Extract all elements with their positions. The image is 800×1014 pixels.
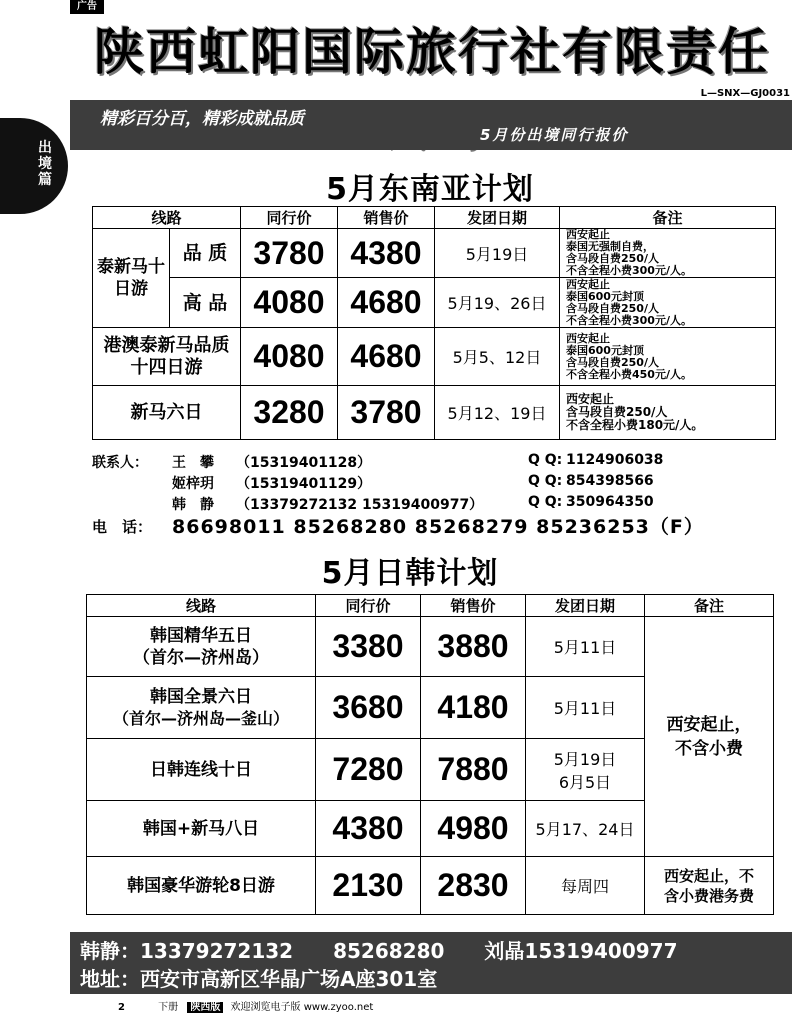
note-cell [645, 857, 774, 915]
note-line: 泰国600元封顶 [566, 343, 644, 357]
note-line: 西安起止 [566, 392, 615, 406]
sale-price: 4380 [338, 229, 435, 278]
departure-date: 5月17、24日 [526, 801, 645, 857]
note-cell [560, 328, 776, 386]
contact-name: 姬梓玥 [172, 476, 214, 492]
route-cell [93, 229, 170, 328]
route-label: 港澳泰新马品质十四日游 [103, 334, 230, 378]
note-line: 西安起止，不 [663, 866, 754, 885]
departure-date: 5月11日 [526, 617, 645, 677]
route-cell: 韩国豪华游轮8日游 [87, 857, 316, 915]
sale-price: 7880 [421, 739, 526, 801]
route-cell: 新马六日 [93, 386, 241, 440]
slogan: 精彩百分百，精彩成就品质 [100, 109, 304, 129]
subroute-cell: 品 质 [170, 229, 241, 278]
ad-tag: 广告 [70, 0, 104, 14]
jk-header-route: 线路 [87, 595, 316, 617]
table-row [87, 857, 774, 915]
sale-price: 4680 [338, 328, 435, 386]
note-line: 不含全程小费300元/人。 [566, 313, 692, 327]
jk-header-note: 备注 [645, 595, 774, 617]
route-label: 韩国精华五日 [150, 625, 252, 646]
date-line: 6月5日 [558, 772, 612, 792]
departure-date: 每周四 [526, 857, 645, 915]
route-cell: 日韩连线十日 [87, 739, 316, 801]
sale-price: 4980 [421, 801, 526, 857]
company-name: 陕西虹阳国际旅行社有限责任 [94, 23, 770, 81]
sale-price: 3780 [338, 386, 435, 440]
section-label: 下册 [158, 1002, 179, 1013]
jk-header-sale: 销售价 [421, 595, 526, 617]
side-tab [0, 118, 68, 214]
banner-subtitle: 5月份出境同行报价 [480, 126, 629, 144]
note-line: 不含全程小费180元/人。 [566, 418, 704, 432]
qq-label: Q Q: [528, 473, 563, 489]
table-row [93, 229, 776, 278]
sea-title: 5月东南亚计划 [326, 172, 534, 207]
phone-label: 电 话： [92, 518, 153, 536]
note-line: 含马段自费250/人 [566, 301, 659, 315]
date-line: 5月19日 [553, 749, 617, 769]
departure-date: 5月19、26日 [435, 278, 560, 328]
peer-price: 4380 [316, 801, 421, 857]
contact-name: 韩 静 [172, 497, 214, 513]
sea-header-note: 备注 [560, 207, 776, 229]
route-cell [87, 617, 316, 677]
page-number: 2 [118, 1002, 125, 1013]
page-footer [70, 998, 792, 1014]
jk-title: 5月日韩计划 [321, 556, 499, 591]
jk-header-peer: 同行价 [316, 595, 421, 617]
note-line: 含马段自费250/人 [566, 405, 668, 419]
note-line: 西安起止 [566, 331, 610, 345]
peer-price: 4080 [241, 278, 338, 328]
contact-phone: （13379272132 15319400977） [236, 497, 484, 513]
departure-date: 5月12、19日 [435, 386, 560, 440]
departure-date: 5月11日 [526, 677, 645, 739]
sea-table [92, 206, 776, 440]
contact-name: 王 攀 [172, 455, 214, 471]
license-code: L—SNX—GJ0031 [700, 88, 790, 99]
qq-label: Q Q: [528, 452, 563, 468]
note-cell [645, 617, 774, 857]
departure-date [526, 739, 645, 801]
peer-price: 4080 [241, 328, 338, 386]
subroute-cell: 高 品 [170, 278, 241, 328]
note-line: 不含全程小费450元/人。 [566, 367, 692, 381]
sea-header-peer: 同行价 [241, 207, 338, 229]
table-row [87, 617, 774, 677]
footer-contact: 韩静：13379272132 85268280 刘晶15319400977 [80, 939, 678, 963]
sea-header-sale: 销售价 [338, 207, 435, 229]
qq-number: 854398566 [566, 473, 654, 489]
route-cell [93, 328, 241, 386]
table-row [93, 386, 776, 440]
sale-price: 2830 [421, 857, 526, 915]
qq-number: 1124906038 [566, 452, 664, 468]
note-line: 含马段自费250/人 [566, 252, 659, 265]
peer-price: 7280 [316, 739, 421, 801]
sea-header-route: 线路 [93, 207, 241, 229]
sale-price: 3880 [421, 617, 526, 677]
route-cell [87, 677, 316, 739]
route-cell: 韩国+新马八日 [87, 801, 316, 857]
route-label: 韩国全景六日 [150, 686, 252, 707]
edition-box: 陕西版 [187, 1002, 223, 1013]
contact-phone: （15319401129） [236, 476, 372, 492]
table-row [93, 328, 776, 386]
qq-label: Q Q: [528, 494, 563, 510]
note-line: 不含全程小费300元/人。 [566, 264, 692, 277]
jk-table [86, 594, 774, 915]
side-tab-label: 出境篇 [38, 140, 52, 188]
route-sub: （首尔—济州岛） [133, 647, 269, 668]
note-cell [560, 278, 776, 328]
note-cell [560, 229, 776, 278]
qq-number: 350964350 [566, 494, 654, 510]
note-cell [560, 386, 776, 440]
phone-numbers: 86698011 85268280 85268279 85236253（F） [172, 516, 704, 538]
note-line: 西安起止， [666, 714, 752, 735]
note-line: 西安起止 [566, 228, 610, 241]
departure-date: 5月19日 [435, 229, 560, 278]
note-line: 含小费港务费 [663, 886, 754, 905]
note-line: 泰国无强制自费， [566, 240, 654, 253]
contact-phone: （15319401128） [236, 455, 372, 471]
note-line: 泰国600元封顶 [566, 289, 644, 303]
route-label: 泰新马十日游 [97, 257, 165, 299]
sea-header-date: 发团日期 [435, 207, 560, 229]
peer-price: 3380 [316, 617, 421, 677]
contact-label: 联系人： [92, 455, 148, 471]
departure-date: 5月5、12日 [435, 328, 560, 386]
note-line: 不含小费 [675, 738, 743, 759]
sale-price: 4680 [338, 278, 435, 328]
note-line: 西安起止 [566, 277, 610, 291]
route-sub: （首尔—济州岛—釜山） [112, 708, 289, 728]
sale-price: 4180 [421, 677, 526, 739]
jk-header-date: 发团日期 [526, 595, 645, 617]
peer-price: 2130 [316, 857, 421, 915]
peer-price: 3280 [241, 386, 338, 440]
note-line: 含马段自费250/人 [566, 355, 659, 369]
peer-price: 3780 [241, 229, 338, 278]
table-row [93, 278, 776, 328]
footer-address: 地址：西安市高新区华晶广场A座301室 [80, 967, 438, 991]
site-link[interactable]: 欢迎浏览电子版 www.zyoo.net [230, 1002, 374, 1013]
peer-price: 3680 [316, 677, 421, 739]
